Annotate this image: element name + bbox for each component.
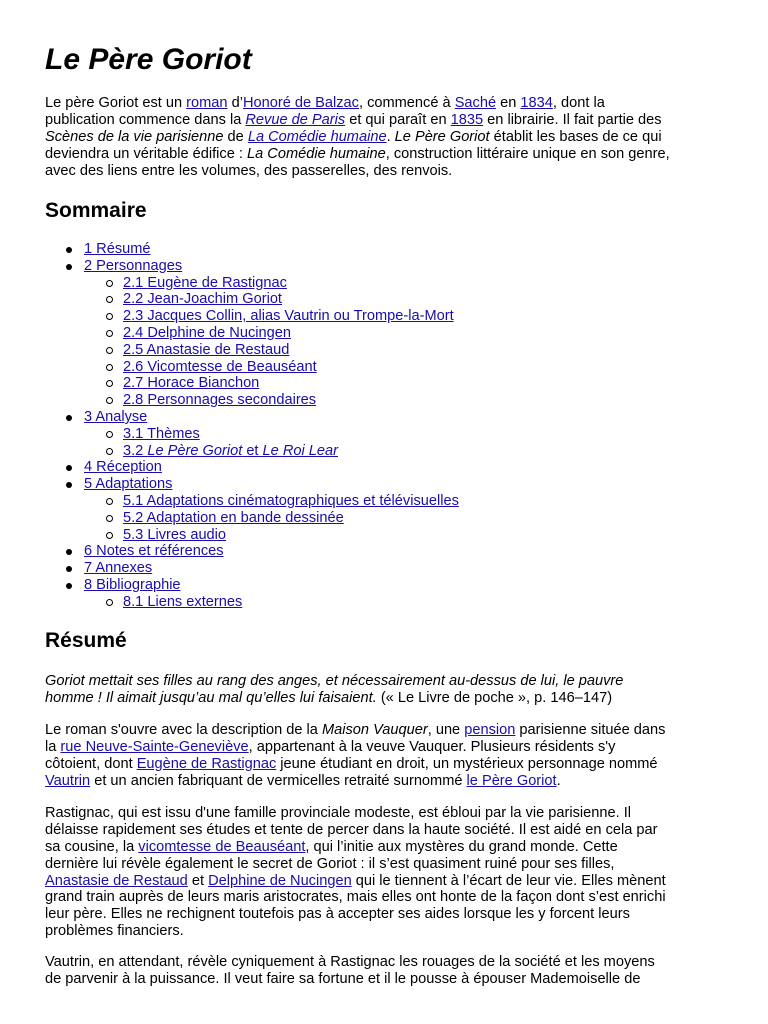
- toc-subitem: [45, 493, 459, 510]
- text: , commencé à: [358, 95, 455, 111]
- link-text: La Comédie humaine: [247, 128, 387, 145]
- text: de: [223, 128, 248, 145]
- resume-paragraph-1: [45, 722, 665, 790]
- toc-subitem: [45, 426, 459, 443]
- intro-paragraph: [45, 95, 670, 179]
- toc-link-beauseant[interactable]: 2.6 Vicomtesse de Beauséant: [123, 358, 317, 375]
- text: .: [386, 128, 395, 145]
- toc-link-bande-dessinee[interactable]: 5.2 Adaptation en bande dessinée: [123, 509, 344, 526]
- link-rue-neuve-sainte-genevieve[interactable]: rue Neuve-Sainte-Geneviève: [60, 738, 249, 755]
- text: publication commence dans la: [45, 111, 246, 128]
- text: Scènes de la vie parisienne: [45, 128, 224, 145]
- intro-line: [45, 146, 670, 163]
- toc-link-bianchon[interactable]: 2.7 Horace Bianchon: [123, 375, 260, 392]
- text: et qui paraît en: [345, 111, 451, 128]
- toc-subitem: [45, 325, 459, 342]
- toc-item: [45, 577, 459, 594]
- text: en librairie. Il fait partie des: [483, 111, 662, 128]
- link-honore-de-balzac[interactable]: Honoré de Balzac: [242, 95, 359, 111]
- paragraph-line: [45, 756, 665, 773]
- paragraph-line: [45, 873, 666, 890]
- text: côtoient, dont: [45, 755, 137, 772]
- text: la: [45, 738, 61, 755]
- paragraph-line: délaisse rapidement ses études et tente de percer dans la haute société. Il est aidé en cela par: [45, 821, 658, 838]
- text: et: [187, 872, 209, 889]
- text: établit les bases de ce qui: [489, 128, 662, 145]
- paragraph-line: dernière lui révèle également le secret de Goriot : il s’est quasiment ruiné pour ses filles,: [45, 855, 615, 872]
- toc-item: [45, 258, 459, 275]
- resume-heading: Résumé: [45, 629, 127, 652]
- toc-link-anastasie[interactable]: 2.5 Anastasie de Restaud: [123, 341, 290, 358]
- link-la-comedie-humaine[interactable]: [248, 129, 387, 145]
- paragraph-line: grand train auprès de leurs maris aristocrates, mais elles ont honte de la façon dont s’est enrichi: [45, 889, 666, 906]
- toc-link-themes[interactable]: 3.1 Thèmes: [123, 425, 200, 442]
- link-anastasie-de-restaud[interactable]: Anastasie de Restaud: [45, 872, 188, 889]
- paragraph-line: [45, 722, 665, 739]
- text: (« Le Livre de poche », p. 146–147): [376, 689, 613, 706]
- text: et un ancien fabriquant de vermicelles retraité surnommé: [90, 772, 467, 789]
- text: , appartenant à la veuve Vauquer. Plusieurs résidents s'y: [248, 738, 616, 755]
- intro-line: [45, 129, 670, 146]
- toc-subitem: [45, 291, 459, 308]
- toc-subitem: [45, 527, 459, 544]
- link-vautrin[interactable]: Vautrin: [45, 772, 91, 789]
- toc-item: [45, 543, 459, 560]
- toc-link-liens-externes[interactable]: 8.1 Liens externes: [123, 593, 243, 610]
- toc-heading: Sommaire: [45, 199, 147, 222]
- paragraph-line: de parvenir à la puissance. Il veut faire sa fortune et il le pousse à épouser Mademoiselle de: [45, 970, 641, 987]
- toc-subitem: [45, 443, 459, 460]
- paragraph-line: [45, 839, 666, 856]
- text: deviendra un véritable édifice :: [45, 145, 248, 162]
- link-roman[interactable]: roman: [186, 95, 228, 111]
- link-vicomtesse-de-beauseant[interactable]: vicomtesse de Beauséant: [138, 838, 306, 855]
- text: .: [556, 772, 561, 789]
- toc-item: [45, 560, 459, 577]
- link-le-pere-goriot[interactable]: le Père Goriot: [466, 772, 557, 789]
- link-sache[interactable]: Saché: [454, 95, 497, 111]
- paragraph-line: [45, 773, 665, 790]
- paragraph-line: [45, 739, 665, 756]
- text: jeune étudiant en droit, un mystérieux personnage nommé: [276, 755, 658, 772]
- toc-link-cinema[interactable]: 5.1 Adaptations cinématographiques et télévisuelles: [123, 492, 459, 509]
- toc-link-delphine[interactable]: 2.4 Delphine de Nucingen: [123, 324, 291, 341]
- toc-subitem: [45, 342, 459, 359]
- toc-subitem: [45, 275, 459, 292]
- text: qui le tiennent à l’écart de leur vie. Elles mènent: [351, 872, 666, 889]
- intro-line: avec des liens entre les volumes, des passerelles, des renvois.: [45, 162, 453, 179]
- resume-paragraph-2: [45, 805, 666, 940]
- resume-quote: [45, 673, 623, 707]
- text: parisienne située dans: [515, 722, 666, 738]
- link-text: 3.2: [123, 442, 148, 459]
- toc-subitem: [45, 308, 459, 325]
- text: , construction littéraire unique en son genre,: [385, 145, 670, 162]
- toc-link-bibliographie[interactable]: 8 Bibliographie: [84, 576, 181, 593]
- toc-subitem: [45, 359, 459, 376]
- text: , qui l’initie aux mystères du grand monde. Cette: [305, 838, 618, 855]
- link-text: Revue de Paris: [245, 111, 346, 128]
- paragraph-line: Vautrin, en attendant, révèle cyniquement à Rastignac les rouages de la société et les moyens: [45, 954, 655, 970]
- table-of-contents: [45, 241, 459, 611]
- toc-link-reception[interactable]: 4 Réception: [84, 459, 162, 476]
- text: La Comédie humaine: [247, 145, 386, 162]
- paragraph-line: Rastignac, qui est issu d'une famille provinciale modeste, est ébloui par la vie parisienne. Il: [45, 805, 632, 821]
- toc-link-resume[interactable]: 1 Résumé: [84, 241, 151, 257]
- toc-subitem: [45, 392, 459, 409]
- toc-link-personnages[interactable]: 2 Personnages: [84, 257, 183, 274]
- page-title: Le Père Goriot: [45, 43, 252, 76]
- text: , une: [427, 722, 465, 738]
- toc-link-notes[interactable]: 6 Notes et références: [84, 543, 224, 560]
- toc-link-analyse[interactable]: 3 Analyse: [84, 408, 148, 425]
- toc-subitem: [45, 375, 459, 392]
- toc-link-rastignac[interactable]: 2.1 Eugène de Rastignac: [123, 274, 287, 291]
- toc-item: [45, 409, 459, 426]
- intro-line: [45, 95, 670, 112]
- toc-subitem: [45, 510, 459, 527]
- toc-link-goriot[interactable]: 2.2 Jean-Joachim Goriot: [123, 291, 282, 308]
- toc-link-roi-lear[interactable]: [123, 443, 338, 459]
- link-text: et: [242, 442, 263, 459]
- link-text: Le Père Goriot: [147, 442, 243, 459]
- text: Le Père Goriot: [394, 128, 490, 145]
- toc-item: [45, 241, 459, 258]
- toc-link-livres-audio[interactable]: 5.3 Livres audio: [123, 526, 227, 543]
- text: Le père Goriot est un: [45, 95, 187, 111]
- quote-line: [45, 673, 623, 690]
- text: Maison Vauquer: [321, 722, 428, 738]
- paragraph-line: problèmes financiers.: [45, 923, 184, 940]
- toc-link-adaptations[interactable]: 5 Adaptations: [84, 476, 173, 493]
- link-revue-de-paris[interactable]: [245, 112, 345, 128]
- toc-subitem: [45, 594, 459, 611]
- text: homme ! Il aimait jusqu’au mal qu’elles lui faisaient.: [45, 689, 377, 706]
- resume-paragraph-3: [45, 954, 655, 988]
- quote-line: [45, 690, 623, 707]
- toc-item: [45, 476, 459, 493]
- toc-link-annexes[interactable]: 7 Annexes: [84, 560, 153, 577]
- toc-item: [45, 459, 459, 476]
- text: d’: [227, 95, 243, 111]
- paragraph-line: leur père. Elles ne rechignent toutefois pas à accepter ses aides lorsque les y forcent leurs: [45, 906, 630, 923]
- link-1834[interactable]: 1834: [520, 95, 553, 111]
- text: Le roman s'ouvre avec la description de la: [45, 722, 322, 738]
- link-1835[interactable]: 1835: [450, 111, 484, 128]
- toc-link-collin[interactable]: 2.3 Jacques Collin, alias Vautrin ou Trompe-la-Mort: [123, 308, 454, 325]
- link-delphine-de-nucingen[interactable]: Delphine de Nucingen: [208, 872, 352, 889]
- text: Goriot mettait ses filles au rang des anges, et nécessairement au-dessus de lui, le pauvre: [45, 673, 624, 689]
- text: en: [496, 95, 521, 111]
- text: , dont la: [552, 95, 605, 111]
- link-text: Le Roi Lear: [262, 442, 338, 459]
- link-eugene-de-rastignac[interactable]: Eugène de Rastignac: [136, 755, 277, 772]
- link-pension[interactable]: pension: [464, 722, 516, 738]
- toc-link-secondaires[interactable]: 2.8 Personnages secondaires: [123, 392, 317, 409]
- text: sa cousine, la: [45, 838, 139, 855]
- intro-line: [45, 112, 670, 129]
